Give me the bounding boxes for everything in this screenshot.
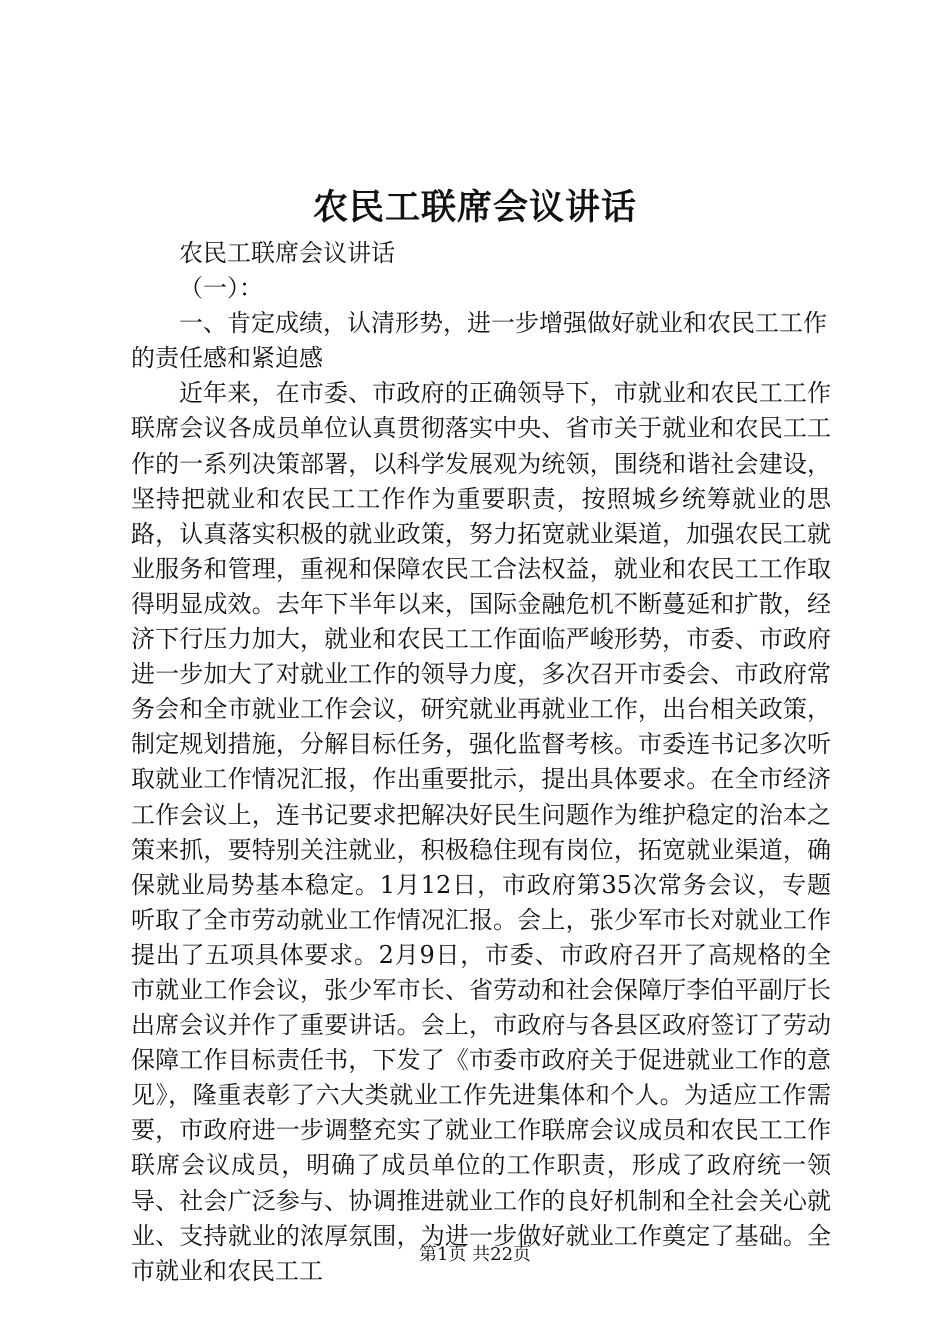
paragraph-subtitle: 农民工联席会议讲话 — [179, 239, 395, 267]
page-total: 共22页 — [472, 1244, 532, 1265]
page-footer — [0, 1242, 950, 1268]
page-number: 第1页 — [418, 1244, 467, 1265]
paragraph-section-marker: （一）： — [179, 274, 263, 303]
paragraph-body: 近年来，在市委、市政府的正确领导下，市就业和农民工工作联席会议各成员单位认真贯彻落实中央、省市关于就业和农民工工作的一系列决策部署，以科学发展观为统领，围绕和谐社会建设，坚持把就业和农民工工作作为重要职责，按照城乡统筹就业的思路，认真落实积极的就业政策，努力拓宽就业渠道，加强农民工就业服务和管理，重视和保障农民工合法权益，就业和农民工工作取得明显成效。去年下半年以来，国际金融危机不断蔓延和扩散，经济下行压力加大，就业和农民工工作面临严峻形势，市委、市政府进一步加大了对就业工作的领导力度，多次召开市委会、市政府常务会和全市就业工作会议，研究就业再就业工作，出台相关政策，制定规划措施，分解目标任务，强化监督考核。市委连书记多次听取就业工作情况汇报，作出重要批示，提出具体要求。在全市经济工作会议上，连书记要求把解决好民生问题作为维护稳定的治本之策来抓，要特别关注就业，积极稳住现有岗位，拓宽就业渠道，确保就业局势基本稳定。1月12日，市政府第35次常务会议，专题听取了全市劳动就业工作情况汇报。会上，张少军市长对就业工作提出了五项具体要求。2月9日，市委、市政府召开了高规格的全市就业工作会议，张少军市长、省劳动和社会保障厅李伯平副厅长出席会议并作了重要讲话。会上，市政府与各县区政府签订了劳动保障工作目标责任书，下发了《市委市政府关于促进就业工作的意见》，隆重表彰了六大类就业工作先进集体和个人。为适应工作需要，市政府进一步调整充实了就业工作联席会议成员和农民工工作联席会议成员，明确了成员单位的工作职责，形成了政府统一领导、社会广泛参与、协调推进就业工作的良好机制和全社会关心就业、支持就业的浓厚氛围，为进一步做好就业工作奠定了基础。全市就业和农民工工 — [131, 379, 831, 1285]
paragraph-section-heading: 一、肯定成绩，认清形势，进一步增强做好就业和农民工工作的责任感和紧迫感 — [131, 309, 827, 373]
document-title: 农民工联席会议讲话 — [312, 187, 637, 228]
document-body — [131, 236, 831, 1289]
